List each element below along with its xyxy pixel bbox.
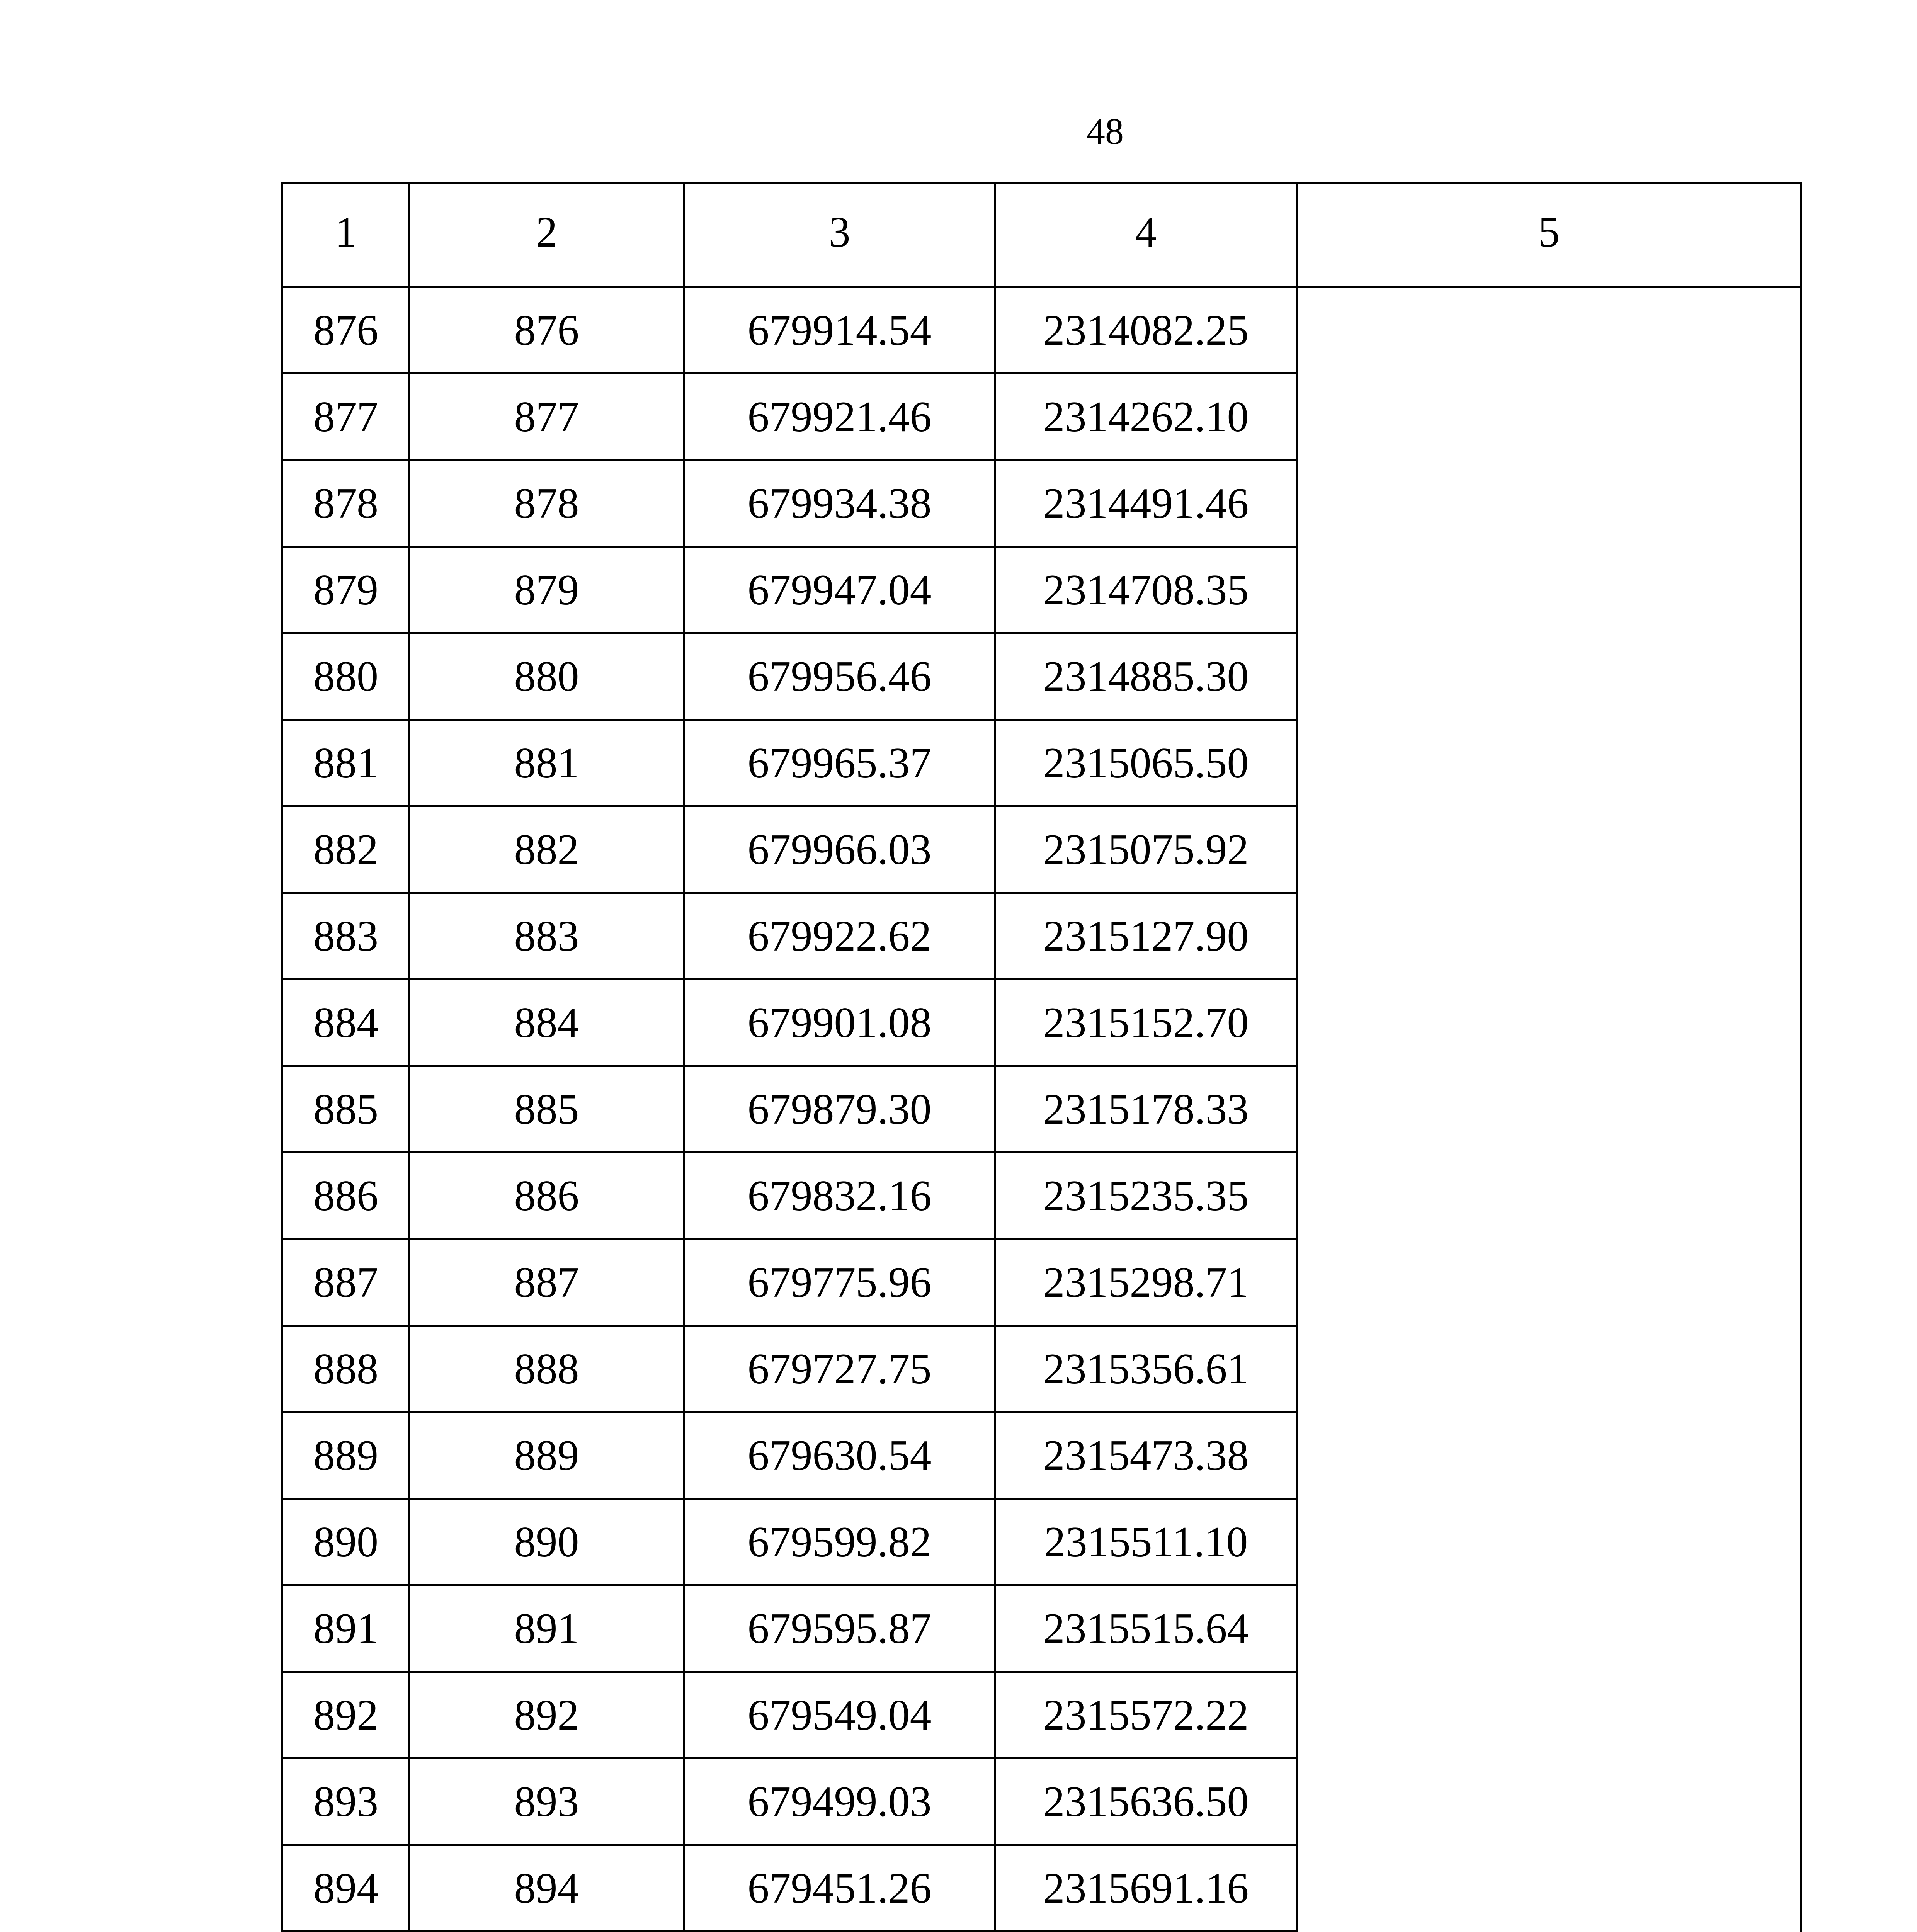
table-cell-col1: 877 xyxy=(282,374,410,460)
table-cell-col1: 880 xyxy=(282,633,410,720)
table-cell-col3: 679956.46 xyxy=(684,633,995,720)
table-cell-col2: 884 xyxy=(410,980,684,1066)
table-cell-col1: 881 xyxy=(282,720,410,806)
table-cell-col4: 2315515.64 xyxy=(995,1585,1297,1672)
table-cell-col2: 887 xyxy=(410,1239,684,1326)
table-cell-col3: 679549.04 xyxy=(684,1672,995,1759)
table-cell-col1: 886 xyxy=(282,1153,410,1239)
table-header-row xyxy=(282,183,1801,287)
table-cell-col3: 679599.82 xyxy=(684,1499,995,1585)
table-cell-col2: 883 xyxy=(410,893,684,980)
table-cell-col4: 2315235.35 xyxy=(995,1153,1297,1239)
header-cell-col5: 5 xyxy=(1297,183,1801,287)
header-cell-col4: 4 xyxy=(995,183,1297,287)
table-cell-col3: 679451.26 xyxy=(684,1845,995,1932)
table-cell-col1: 892 xyxy=(282,1672,410,1759)
table-cell-col4: 2314491.46 xyxy=(995,460,1297,547)
table-cell-col2: 889 xyxy=(410,1412,684,1499)
table-cell-col1: 879 xyxy=(282,547,410,633)
table-cell-col2: 886 xyxy=(410,1153,684,1239)
table-cell-col4: 2315298.71 xyxy=(995,1239,1297,1326)
table-cell-col4: 2315075.92 xyxy=(995,806,1297,893)
table-cell-col3: 679595.87 xyxy=(684,1585,995,1672)
table-cell-col4: 2314708.35 xyxy=(995,547,1297,633)
table-cell-col3: 679966.03 xyxy=(684,806,995,893)
table-cell-col1: 876 xyxy=(282,287,410,374)
table-cell-col1: 887 xyxy=(282,1239,410,1326)
table-cell-col3: 679965.37 xyxy=(684,720,995,806)
table-cell-col4: 2315511.10 xyxy=(995,1499,1297,1585)
table-cell-col2: 891 xyxy=(410,1585,684,1672)
table-cell-col4: 2314885.30 xyxy=(995,633,1297,720)
table-cell-col2: 888 xyxy=(410,1326,684,1412)
page-number: 48 xyxy=(1087,111,1124,152)
table-cell-col4: 2314082.25 xyxy=(995,287,1297,374)
table-cell-col1: 890 xyxy=(282,1499,410,1585)
table-cell-col1: 878 xyxy=(282,460,410,547)
table-cell-col1: 894 xyxy=(282,1845,410,1932)
table-cell-col4: 2315691.16 xyxy=(995,1845,1297,1932)
table-cell-col3: 679879.30 xyxy=(684,1066,995,1153)
table-cell-col4: 2315636.50 xyxy=(995,1759,1297,1845)
table-cell-col1: 883 xyxy=(282,893,410,980)
table-cell-col3: 679914.54 xyxy=(684,287,995,374)
coordinates-table xyxy=(281,182,1802,1932)
table-cell-col2: 877 xyxy=(410,374,684,460)
table-cell-col3: 679630.54 xyxy=(684,1412,995,1499)
table-cell-col3: 679727.75 xyxy=(684,1326,995,1412)
table-cell-col4: 2315356.61 xyxy=(995,1326,1297,1412)
table-cell-col2: 881 xyxy=(410,720,684,806)
table-cell-col4: 2315473.38 xyxy=(995,1412,1297,1499)
table-cell-col2: 882 xyxy=(410,806,684,893)
table-cell-col1: 885 xyxy=(282,1066,410,1153)
table-cell-col3: 679775.96 xyxy=(684,1239,995,1326)
table-cell-col3: 679922.62 xyxy=(684,893,995,980)
table-cell-col4: 2315178.33 xyxy=(995,1066,1297,1153)
header-cell-col1: 1 xyxy=(282,183,410,287)
table-cell-col2: 878 xyxy=(410,460,684,547)
table-cell-col2: 894 xyxy=(410,1845,684,1932)
table-cell-col2: 885 xyxy=(410,1066,684,1153)
table-cell-col2: 879 xyxy=(410,547,684,633)
table-cell-col3: 679832.16 xyxy=(684,1153,995,1239)
table-cell-col2: 880 xyxy=(410,633,684,720)
table-cell-col1: 893 xyxy=(282,1759,410,1845)
table-cell-col2: 890 xyxy=(410,1499,684,1585)
table-cell-col1: 889 xyxy=(282,1412,410,1499)
header-cell-col3: 3 xyxy=(684,183,995,287)
header-cell-col2: 2 xyxy=(410,183,684,287)
table-cell-col2: 893 xyxy=(410,1759,684,1845)
table-cell-col4: 2315065.50 xyxy=(995,720,1297,806)
table-cell-col4: 2314262.10 xyxy=(995,374,1297,460)
table-cell-col2: 892 xyxy=(410,1672,684,1759)
table-cell-col5-empty xyxy=(1297,287,1801,1932)
table-cell-col4: 2315127.90 xyxy=(995,893,1297,980)
table-cell-col4: 2315572.22 xyxy=(995,1672,1297,1759)
table-cell-col3: 679901.08 xyxy=(684,980,995,1066)
table-cell-col3: 679921.46 xyxy=(684,374,995,460)
table-row xyxy=(282,287,1801,374)
table-cell-col3: 679499.03 xyxy=(684,1759,995,1845)
table-cell-col1: 888 xyxy=(282,1326,410,1412)
table-cell-col1: 884 xyxy=(282,980,410,1066)
table-cell-col4: 2315152.70 xyxy=(995,980,1297,1066)
table-cell-col1: 882 xyxy=(282,806,410,893)
table-cell-col3: 679934.38 xyxy=(684,460,995,547)
table-cell-col2: 876 xyxy=(410,287,684,374)
table-cell-col1: 891 xyxy=(282,1585,410,1672)
table-cell-col3: 679947.04 xyxy=(684,547,995,633)
